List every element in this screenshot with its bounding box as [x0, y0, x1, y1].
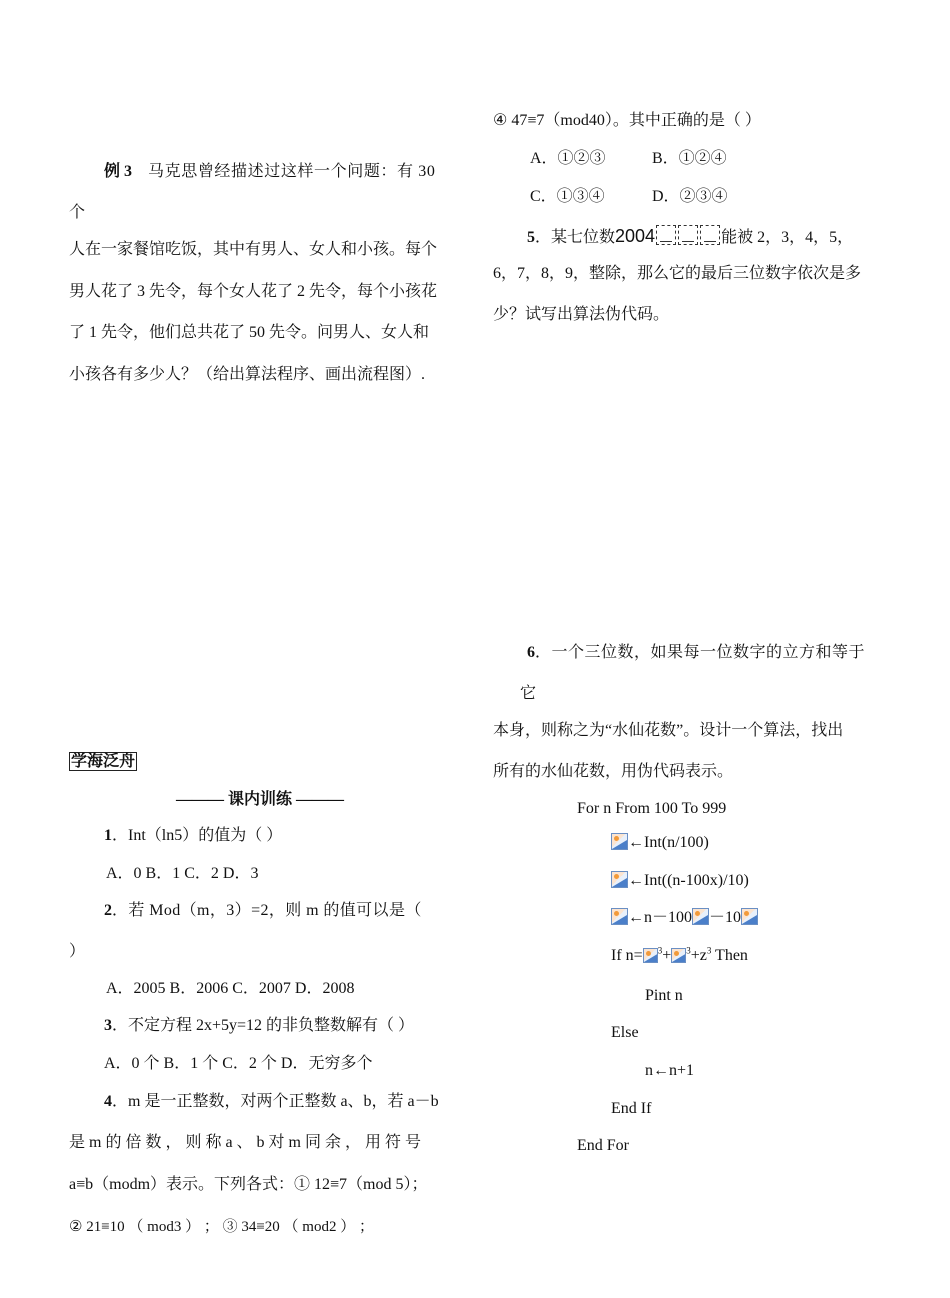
- question-4-continued: ④ 47≡7（mod40）。其中正确的是（ ）: [493, 112, 761, 129]
- code-line-end-for: End For: [577, 1137, 629, 1154]
- code-line-else: Else: [611, 1024, 639, 1041]
- question-6-line-1: 6．一个三位数，如果每一位数字的立方和等于: [527, 644, 866, 661]
- question-4-line-2: 是 m 的 倍 数 ， 则 称 a 、 b 对 m 同 余 ， 用 符 号: [69, 1134, 421, 1151]
- code-line-if: If $n= ^3+ ^3+z^3$ Then: [611, 945, 748, 964]
- section-title: ——— 课内训练 ———: [176, 791, 345, 808]
- question-4-option-a: A．①②③: [530, 150, 606, 167]
- question-1: 1．Int（ln5）的值为（ ）: [104, 827, 283, 844]
- variable-image-icon: [643, 948, 658, 963]
- example-3-line-6: 小孩各有多少人？（给出算法程序、画出流程图）.: [69, 366, 426, 383]
- question-4-option-c: C．①③④: [530, 188, 605, 205]
- example-3-line-2: 个: [69, 204, 86, 221]
- example-3-line-4: 男人花了 3 先令，每个女人花了 2 先令，每个小孩花: [69, 283, 438, 300]
- digit-blank-box: [678, 225, 698, 245]
- example-3-line-1: 例 3 马克思曾经描述过这样一个问题：有 30: [104, 163, 436, 180]
- section-box-label: 学海泛舟: [71, 753, 136, 770]
- code-line-assign-x: ←Int(n/100): [611, 833, 709, 853]
- variable-image-icon: [611, 871, 628, 888]
- code-line-for: For n From 100 To 999: [577, 800, 727, 817]
- question-4-line-3: a≡b（modm）表示。下列各式：① 12≡7（mod 5）；: [69, 1176, 428, 1193]
- digit-blank-box: [656, 225, 676, 245]
- question-4-option-b: B．①②④: [652, 150, 727, 167]
- question-5-line-1: 5．某七位数2004 能被 2，3，4，5，: [527, 226, 854, 246]
- digit-blank-box: [700, 225, 720, 245]
- question-4-line-1: 4．m 是一正整数，对两个正整数 a、b，若 a－b: [104, 1093, 439, 1110]
- variable-image-icon: [611, 833, 628, 850]
- question-6-line-3: 本身，则称之为“水仙花数”。设计一个算法，找出: [493, 722, 844, 739]
- question-4-line-4: ② 21≡10 （ mod3 ） ； ③ 34≡20 （ mod2 ） ；: [69, 1219, 374, 1235]
- code-line-print: Pint n: [645, 987, 683, 1004]
- code-line-end-if: End If: [611, 1100, 652, 1117]
- question-4-option-d: D．②③④: [652, 188, 728, 205]
- question-6-line-4: 所有的水仙花数，用伪代码表示。: [493, 763, 734, 780]
- question-2-options: A．2005 B．2006 C．2007 D．2008: [106, 980, 355, 997]
- code-line-increment: n←n+1: [645, 1062, 695, 1079]
- question-2-close: ）: [69, 943, 86, 960]
- question-3-options: A．0 个 B．1 个 C．2 个 D．无穷多个: [104, 1055, 373, 1072]
- variable-image-icon: [741, 908, 758, 925]
- question-1-options: A．0 B．1 C．2 D．3: [106, 865, 259, 882]
- variable-image-icon: [692, 908, 709, 925]
- question-5-line-3: 少？试写出算法伪代码。: [493, 306, 670, 323]
- question-3: 3．不定方程 2x+5y=12 的非负整数解有（ ）: [104, 1017, 415, 1034]
- question-5-line-2: 6，7，8，9，整除，那么它的最后三位数字依次是多: [493, 265, 862, 282]
- question-2: 2．若 Mod（m，3）=2，则 m 的值可以是（: [104, 902, 422, 919]
- variable-image-icon: [611, 908, 628, 925]
- example-3-line-3: 人在一家餐馆吃饭，其中有男人、女人和小孩。每个: [69, 241, 438, 258]
- variable-image-icon: [671, 948, 686, 963]
- example-3-label: 例 3: [104, 163, 133, 180]
- example-3-line-5: 了 1 先令，他们总共花了 50 先令。问男人、女人和: [69, 324, 430, 341]
- question-6-line-2: 它: [520, 685, 537, 702]
- code-line-assign-y: ←Int((n-100x)/10): [611, 871, 749, 891]
- code-line-assign-z: ←n－100 －10: [611, 908, 758, 928]
- number-digits: 2004: [615, 226, 656, 246]
